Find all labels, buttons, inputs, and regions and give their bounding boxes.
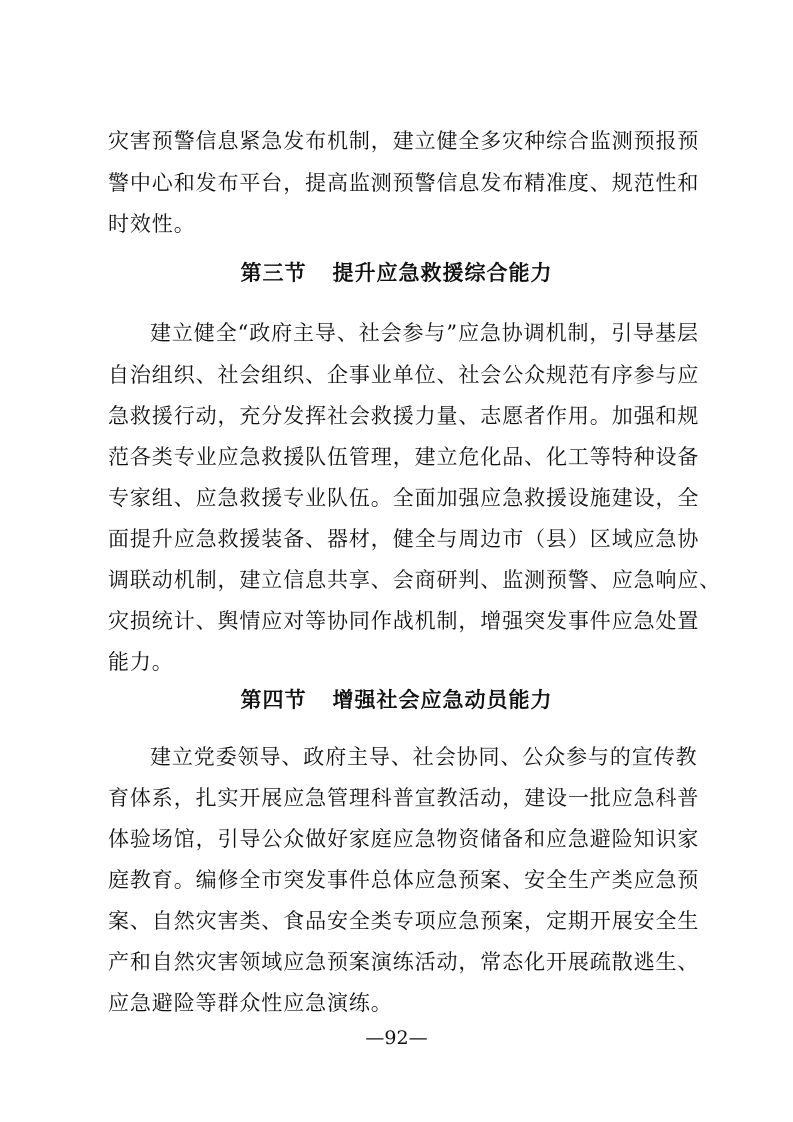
paragraph-2-line-3: 急救援行动，充分发挥社会救援力量、志愿者作用。加强和规 [108, 404, 700, 428]
section-3-title: 提升应急救援综合能力 [332, 261, 553, 285]
paragraph-2-line-6: 面提升应急救援装备、器材，健全与周边市（县）区域应急协 [108, 527, 700, 551]
paragraph-3-line-5: 案、自然灾害类、食品安全类专项应急预案，定期开展安全生 [108, 909, 700, 933]
paragraph-2-line-5: 专家组、应急救援专业队伍。全面加强应急救援设施建设，全 [108, 486, 700, 510]
section-3-heading [0, 259, 793, 287]
paragraph-1-line-1: 灾害预警信息紧急发布机制，建立健全多灾种综合监测预报预 [108, 129, 700, 153]
paragraph-2-line-7: 调联动机制，建立信息共享、会商研判、监测预警、应急响应、 [108, 568, 722, 592]
section-4-title: 增强社会应急动员能力 [332, 688, 553, 712]
paragraph-2-line-4: 范各类专业应急救援队伍管理，建立危化品、化工等特种设备 [108, 445, 700, 469]
paragraph-1-line-3: 时效性。 [108, 212, 196, 236]
page-number: —92— [365, 1027, 428, 1049]
paragraph-3-line-3: 体验场馆，引导公众做好家庭应急物资储备和应急避险知识家 [108, 827, 700, 851]
paragraph-3-line-6: 产和自然灾害领域应急预案演练活动，常态化开展疏散逃生、 [108, 950, 700, 974]
section-4-number: 第四节 [240, 688, 307, 712]
paragraph-2-line-9: 能力。 [108, 650, 174, 674]
paragraph-2-line-2: 自治组织、社会组织、企事业单位、社会公众规范有序参与应 [108, 363, 700, 387]
paragraph-2-line-1: 建立健全“政府主导、社会参与”应急协调机制，引导基层 [150, 321, 699, 345]
paragraph-3-line-4: 庭教育。编修全市突发事件总体应急预案、安全生产类应急预 [108, 868, 700, 892]
paragraph-3-line-1: 建立党委领导、政府主导、社会协同、公众参与的宣传教 [150, 745, 698, 769]
paragraph-2-line-8: 灾损统计、舆情应对等协同作战机制，增强突发事件应急处置 [108, 609, 700, 633]
paragraph-3-line-7: 应急避险等群众性应急演练。 [108, 991, 393, 1015]
paragraph-1-line-2: 警中心和发布平台，提高监测预警信息发布精准度、规范性和 [108, 171, 700, 195]
section-3-number: 第三节 [240, 261, 307, 285]
paragraph-3-line-2: 育体系，扎实开展应急管理科普宣教活动，建设一批应急科普 [108, 786, 700, 810]
section-4-heading [0, 686, 793, 714]
